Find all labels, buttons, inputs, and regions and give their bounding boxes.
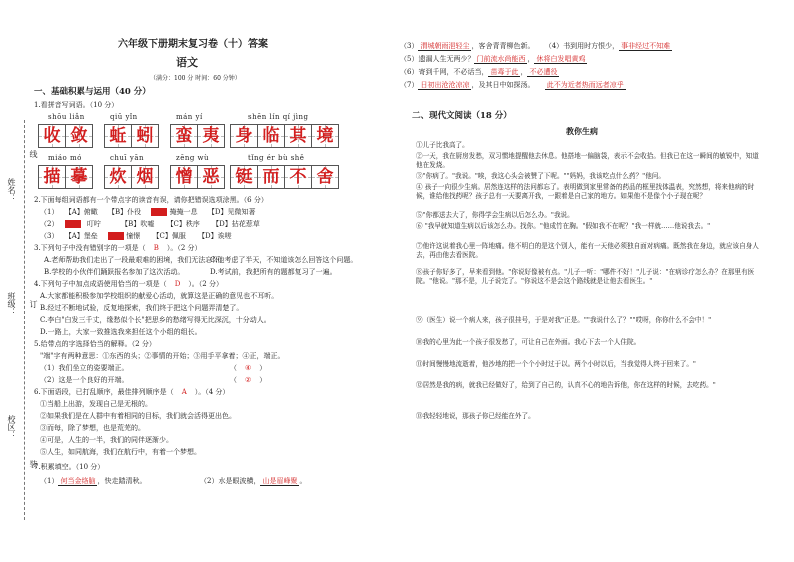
paragraph: ⑨（医生）说一个病人来，孩子很挂号，于是对我"正是。""我说什么了？""哎呀，你你什么不会中！" — [416, 316, 712, 324]
pinyin: mán yí — [176, 113, 203, 121]
fill-answer: 何当金络脑 — [60, 477, 96, 485]
fill-line-7: （7） 日初出沧沧凉凉 ，及其日中如探汤。 此不为近者热而远者凉乎 — [400, 81, 624, 89]
class-label: 班级： — [7, 292, 16, 316]
q4-option: C.李白"白发三千丈，缘愁似个长"把思乡的愁绪写得无比深沉，十分动人。 — [40, 316, 271, 324]
char-box: 而 — [257, 165, 285, 189]
filled-answer-box — [151, 208, 167, 216]
fill-answer: 山是眉峰聚 — [262, 477, 298, 485]
char-box: 不 — [284, 165, 312, 189]
q4-prompt: 4.下列句子中加点成语使用恰当的一项是（ D ）。（2 分） — [34, 280, 223, 288]
passage-title: 教你生病 — [566, 126, 598, 136]
char-box: 舍 — [311, 165, 339, 189]
q5-answer: （ ④ ） — [230, 364, 267, 372]
binding-line — [24, 120, 25, 520]
char-box: 临 — [257, 124, 285, 148]
q3-option: D.考试前，我把所有的题都复习了一遍。 — [210, 268, 337, 276]
q2-prompt: 2.下面每组词语都有一个带点字的读音有误，请你把错误选项涂黑。（6 分） — [34, 196, 268, 204]
char-box: 恶 — [197, 165, 225, 189]
char-box: 摹 — [65, 165, 93, 189]
pinyin: tǐng ér bù shě — [248, 154, 305, 162]
q5-prompt: 5.给带点的字选择恰当的解释。（2 分） — [34, 340, 156, 348]
paragraph: ⑫居然是我的病，就我已经做好了，给到了自己的，认真不心的地告诉他，你在这样的时候，去吃药。" — [416, 381, 716, 389]
exam-meta: （满分：100 分 时间：60 分钟） — [150, 75, 241, 82]
char-box: 收 — [38, 124, 66, 148]
q6-sentence: ④可是，人生的一半，我们的同伴逐渐少。 — [40, 436, 173, 444]
paragraph: ⑬我轻轻地说，那孩子你已经能在外了。 — [416, 412, 535, 420]
q2-row-1: （1） 【A】俯瞰 【B】仆役 掩掩一息 【D】见微知著 — [40, 208, 256, 216]
name-label: 姓名： — [7, 178, 16, 202]
section-2-heading: 二、现代文阅读（18 分） — [412, 111, 512, 121]
paragraph: ⑤"你都送去大了，你得学会生病以后怎么办。"我说。 — [416, 211, 574, 219]
q7-item-1: （1） 何当金络脑 ，快走踏清秋。 — [40, 477, 147, 485]
q7-item-2: （2）水是眼波横， 山是眉峰聚 。 — [200, 477, 307, 485]
paragraph: ④ 孩子一向很少生病。居然连这样的法问都忘了。表明做到家里常备的药品的框里找体温表，究然想，将来他病的时候，谁给他找药呢？孩子总有一天要离开我，一跟着是自己家的地方。如果他不是像个小子现在呢？ — [416, 183, 755, 200]
pinyin: miáo mó — [48, 154, 82, 162]
binding-line-char: 线 — [29, 150, 38, 158]
char-box: 烟 — [131, 165, 159, 189]
q2-row-2: （2） 叮咛 【B】吹嘘 【C】秩序 【D】拈花惹草 — [40, 220, 260, 228]
paragraph: ⑧孩子你好多了，早来看到他。"你说好像被有点。"儿子一听："哪件不好！"儿子说："在病诊疗怎么办？在那里有医院。"他说。"那不是，儿子说完了。"你说这不是会这个路线就是让他去看医生。" — [416, 268, 755, 285]
char-box: 憎 — [170, 165, 198, 189]
q6-sentence: ③而每，除了梦想，也是荒芜的。 — [40, 424, 145, 432]
q2-row-3: （3） 【A】堡垒 憧憬 【C】佩服 【D】诶嗟 — [40, 232, 232, 240]
q5-item: （1）我们坐立的姿要端正。 — [40, 364, 129, 372]
pinyin: shōu liǎn — [48, 113, 85, 121]
binding-order-char: 订 — [29, 300, 38, 308]
fill-line-3: （3） 渭城朝雨浥轻尘 ，客舍青青柳色新。 （4）书到用时方恨少， 事非经过不知难 — [400, 42, 671, 50]
char-box: 其 — [284, 124, 312, 148]
char-box: 蚓 — [131, 124, 159, 148]
char-box: 夷 — [197, 124, 225, 148]
fill-line-6: （6）寄到千网，不必话当， 苗毒于此 ， 不必遭役 — [400, 68, 558, 76]
q4-option: D.一路上，大家一致推选我来担任这个小组的组长。 — [40, 328, 202, 336]
q4-option: A.大家都能积极参加学校组织的献爱心活动，就算这是正确的意见也不耳听。 — [40, 292, 279, 300]
q6-prompt: 6.下面语段，已打乱顺序，最佳排列顺序是（ A ）。（4 分） — [34, 388, 230, 396]
pinyin: qiū yǐn — [110, 113, 138, 121]
q5-definition: "端"字有两种意思：①东西的头；②事情的开始；③用手平拿着；④正，端正。 — [40, 352, 285, 360]
q6-sentence: ⑤人生，如同航海，我们在航行中，有着一个梦想。 — [40, 448, 201, 456]
q3-option: B.学校的小伙伴们踊跃报名参加了这次活动。 — [44, 268, 185, 276]
q3-option: C.他考虑了半天，不知道该怎么回答这个问题。 — [210, 256, 358, 264]
school-label: 校区： — [7, 415, 16, 439]
paragraph: ②一天，我在厨房发愁，双习惯地提醒他去休息。他搭地一偏脑袋，表示不会收拾。但我已在这一瞬间的敏锐中，知道他在发烧。 — [416, 152, 759, 169]
section-1-heading: 一、基础积累与运用（40 分） — [34, 87, 151, 97]
paragraph: ⑥ "我早就知道生病以后该怎么办。找你。"他成竹在胸。"假如我不在呢？"我一样就……他说我去。" — [416, 222, 711, 230]
char-box: 境 — [311, 124, 339, 148]
pinyin: zēng wù — [176, 154, 210, 162]
pinyin: shēn lín qí jìng — [248, 113, 309, 121]
q4-option: B.经过不断地试验，反复地探索，我们终于把这个问题弄清楚了。 — [40, 304, 244, 312]
char-box: 描 — [38, 165, 66, 189]
fill-line-5: （5）遗漏人生无两少？ 门前流水尚能西 ， 休将白发唱黄鸡 — [400, 55, 586, 63]
filled-answer-box — [65, 220, 81, 228]
char-box: 敛 — [65, 124, 93, 148]
char-box: 蛮 — [170, 124, 198, 148]
filled-answer-box — [108, 232, 124, 240]
char-box: 蚯 — [104, 124, 132, 148]
q6-answer: A — [181, 388, 187, 396]
q3-prompt: 3.下列句子中没有错别字的一项是（ B ）。（2 分） — [34, 244, 202, 252]
page-title: 六年级下册期末复习卷（十）答案 — [118, 39, 268, 50]
q4-answer: D — [174, 280, 181, 288]
pinyin: chuī yān — [110, 154, 145, 162]
paragraph: ⑩我的心里为此一个孩子很发愁了，可让自己在外面。我心下去一个人住院。 — [416, 338, 641, 346]
q6-sentence: ①当船上出游，发现自己是无根的。 — [40, 400, 152, 408]
binding-pack-char: 装 — [29, 460, 38, 468]
paragraph: ⑦他许这说着我心里一阵地痛。他不明白的是这个别人，能有一天他必须独自面对病痛。既然我在身边，就应该自身人去，再由他去看医院。 — [416, 242, 759, 259]
char-box: 铤 — [230, 165, 258, 189]
char-box: 身 — [230, 124, 258, 148]
q5-answer: （ ② ） — [230, 376, 267, 384]
paragraph: ③"你病了。"我说。"唉，我这心头会被赞了下呢。""妈妈，我该吃点什么药？"他问。 — [416, 172, 665, 180]
paragraph: ①儿子比我高了。 — [416, 141, 469, 149]
q7-prompt: 7.积累填空。（10 分） — [34, 463, 105, 471]
char-box: 炊 — [104, 165, 132, 189]
q1-prompt: 1.看拼音写词语。（10 分） — [34, 101, 119, 109]
q3-option: A.老师帮助我们走出了一段最艰难的困境，我们无法忘怀。 — [44, 256, 227, 264]
paragraph: ⑪时间慢慢地流逝着，他沙地的把一个个小时过于以。两个小时以后，当我觉得人终于回来了。" — [416, 360, 696, 368]
q5-item: （2）这是一个良好的开端。 — [40, 376, 129, 384]
q3-answer: B — [153, 244, 159, 252]
subject-title: 语文 — [176, 56, 198, 69]
q6-sentence: ②如果我们是在人群中有着相同的目标，我们就会活得更出色。 — [40, 412, 236, 420]
